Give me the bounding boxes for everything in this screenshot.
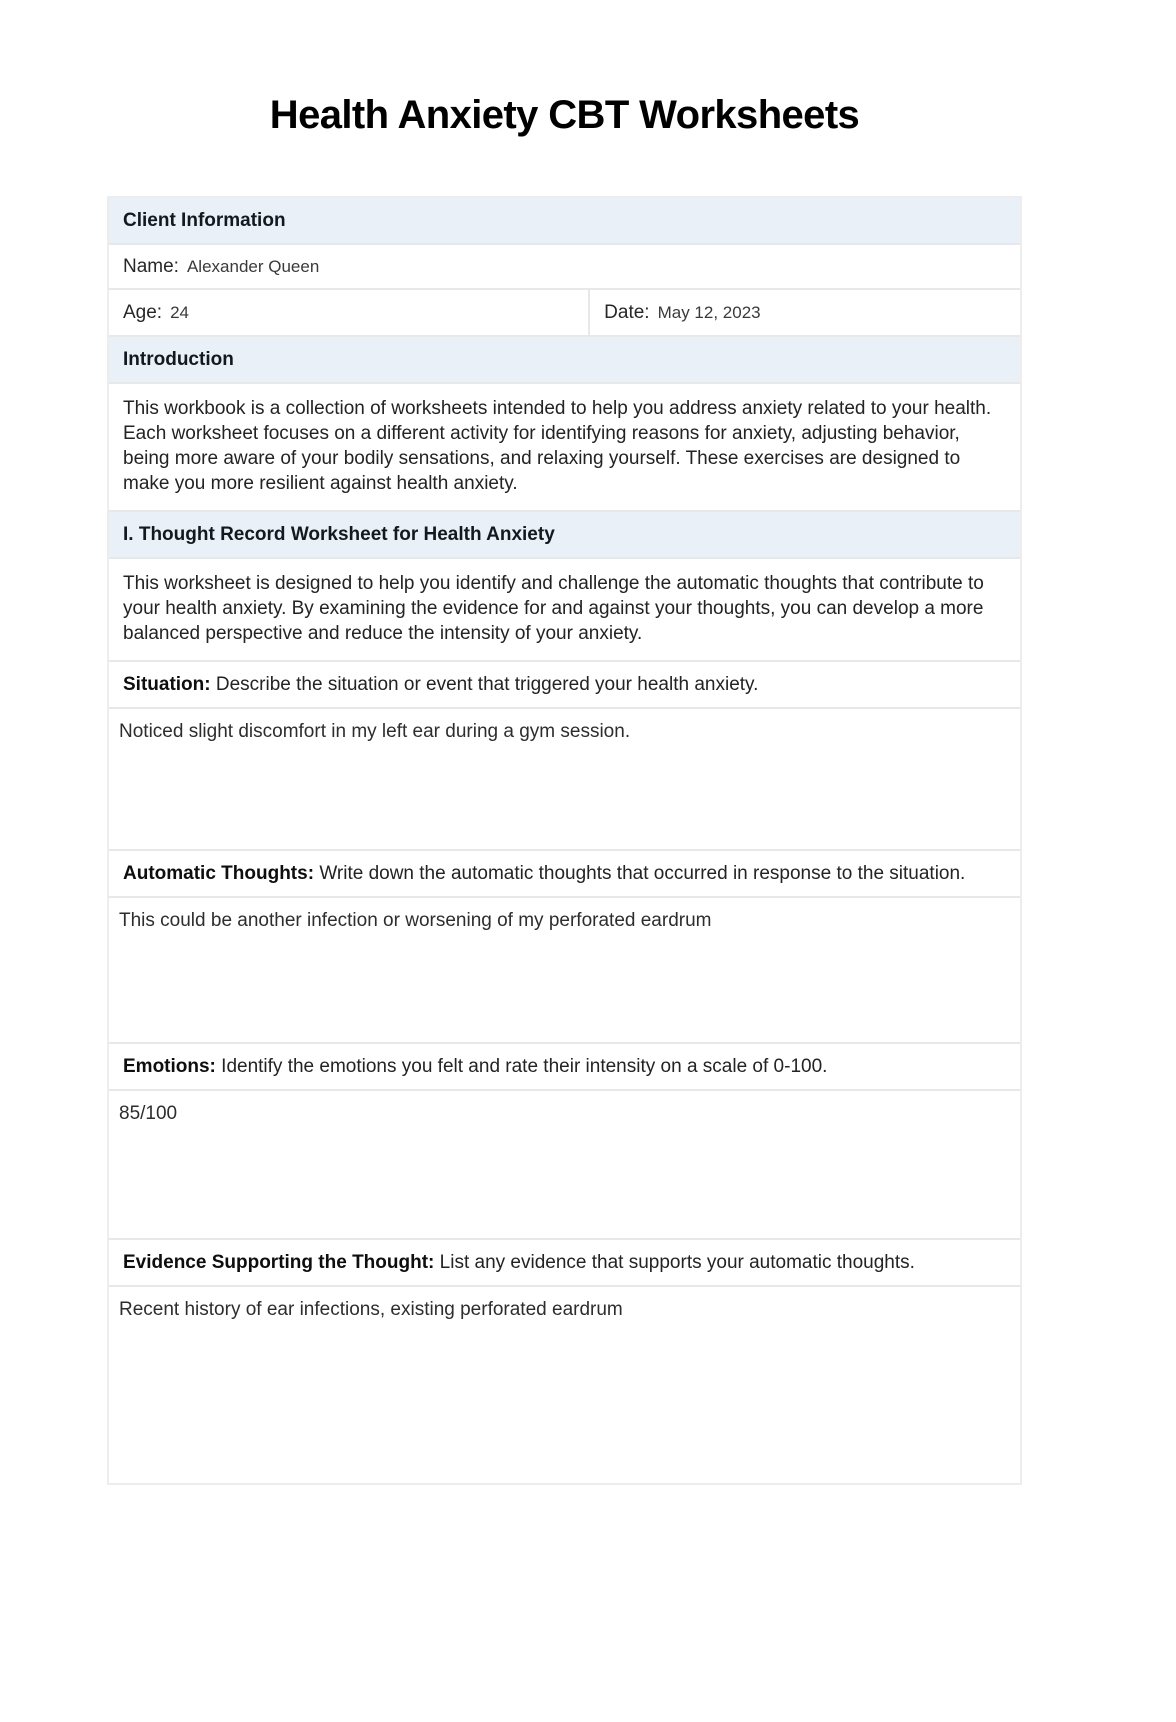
date-cell — [588, 290, 1020, 335]
date-value-field[interactable]: May 12, 2023 — [657, 303, 761, 322]
section-header-client-information — [109, 198, 1020, 243]
name-row — [109, 243, 1020, 288]
thought-record-description: This worksheet is designed to help you identify and challenge the automatic thoughts that contribute to your health anxiety. By examining the evidence for and against your thoughts, you can develop a more balanced perspective and reduce the intensity of your anxiety. — [109, 557, 1020, 660]
evidence-prompt-row — [109, 1238, 1020, 1285]
emotions-prompt-text: Identify the emotions you felt and rate their intensity on a scale of 0-100. — [221, 1056, 828, 1077]
evidence-answer-field[interactable]: Recent history of ear infections, existing perforated eardrum — [109, 1285, 1020, 1483]
age-value-field[interactable]: 24 — [170, 303, 190, 322]
evidence-prompt-text: List any evidence that supports your automatic thoughts. — [439, 1252, 915, 1273]
situation-prompt-text: Describe the situation or event that triggered your health anxiety. — [215, 674, 759, 695]
automatic-thoughts-answer-field[interactable]: This could be another infection or worsening of my perforated eardrum — [109, 896, 1020, 1042]
situation-answer-field[interactable]: Noticed slight discomfort in my left ear during a gym session. — [109, 707, 1020, 849]
worksheet-page — [107, 92, 1022, 1485]
situation-prompt-row — [109, 660, 1020, 707]
name-label: Name: — [123, 256, 179, 277]
situation-label: Situation: — [123, 674, 211, 695]
page-title: Health Anxiety CBT Worksheets — [269, 93, 860, 137]
age-label: Age: — [123, 302, 163, 323]
section-header-thought-record — [109, 510, 1020, 557]
worksheet-table — [107, 196, 1022, 1485]
section-title-text: Introduction — [123, 349, 234, 370]
evidence-label: Evidence Supporting the Thought: — [123, 1252, 435, 1273]
age-date-row — [109, 288, 1020, 335]
date-label: Date: — [604, 302, 650, 323]
section-header-introduction — [109, 335, 1020, 382]
age-cell — [109, 290, 588, 335]
introduction-body: This workbook is a collection of worksheets intended to help you address anxiety related to your health. Each worksheet focuses on a different activity for identifying reasons for anxiety, adjusting behavior, being more aware of your bodily sensations, and relaxing yourself. These exercises are designed to make you more resilient against health anxiety. — [109, 382, 1020, 510]
section-title-text: I. Thought Record Worksheet for Health Anxiety — [123, 524, 555, 545]
automatic-thoughts-prompt-text: Write down the automatic thoughts that occurred in response to the situation. — [319, 863, 966, 884]
automatic-thoughts-label: Automatic Thoughts: — [123, 863, 315, 884]
emotions-answer-field[interactable]: 85/100 — [109, 1089, 1020, 1238]
section-title-text: Client Information — [123, 210, 286, 231]
emotions-label: Emotions: — [123, 1056, 216, 1077]
automatic-thoughts-prompt-row — [109, 849, 1020, 896]
emotions-prompt-row — [109, 1042, 1020, 1089]
name-value-field[interactable]: Alexander Queen — [186, 257, 320, 276]
